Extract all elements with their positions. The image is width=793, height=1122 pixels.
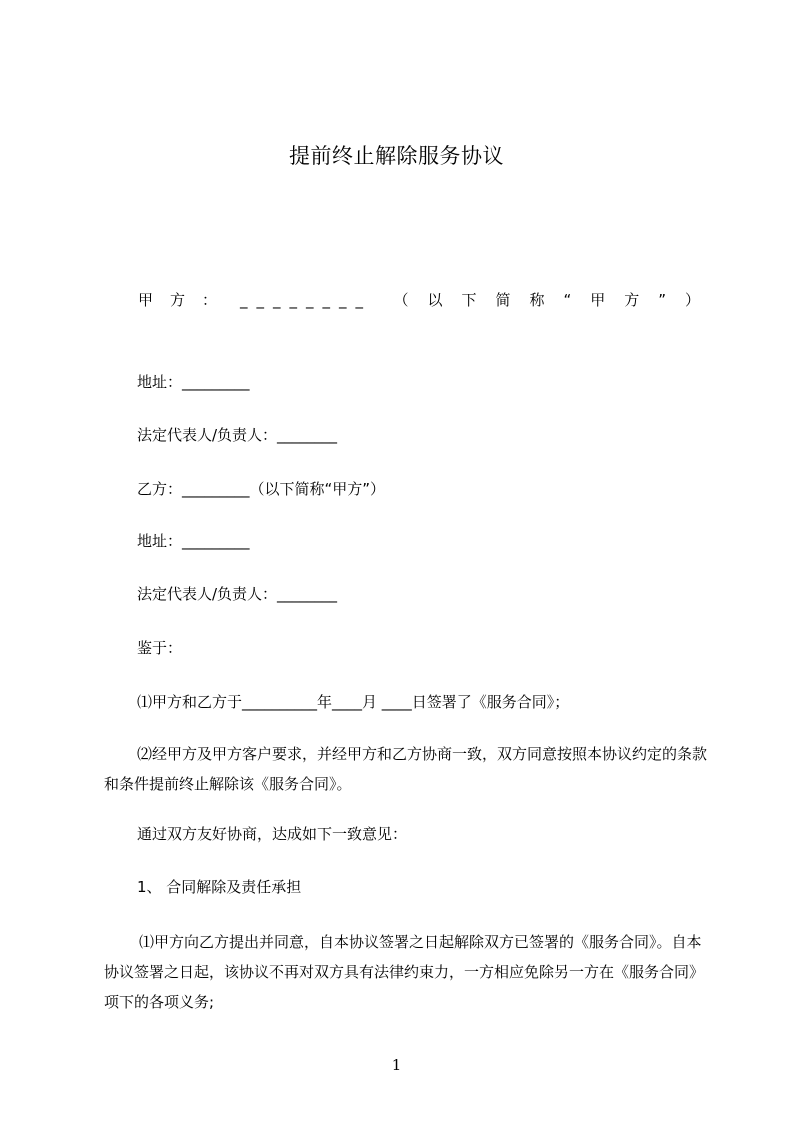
party-a-blank: ________ [240,291,373,309]
whereas-clause-1: ⑴甲方和乙方于__________年____月 ____日签署了《服务合同》； [137,693,570,711]
party-a-label: 甲方： [138,291,235,309]
party-a-address: 地址：_________ [137,373,250,391]
party-b-line: 乙方：_________（以下简称“甲方”） [137,480,386,498]
document-title: 提前终止解除服务协议 [289,144,504,168]
party-a-alias: （以下简称“甲方”） [393,291,719,309]
section-1-item-1: ⑴甲方向乙方提出并同意，自本协议签署之日起解除双方已签署的《服务合同》。自本协议签署之日起，该协议不再对双方具有法律约束力，一方相应免除另一方在《服务合同》项下的各项义务; [104,933,705,1011]
section-1-heading: 1、 合同解除及责任承担 [137,878,302,896]
party-a-line [138,290,719,310]
page-number: 1 [391,1056,402,1074]
consensus-statement: 通过双方友好协商，达成如下一致意见： [137,825,408,843]
whereas-heading: 鉴于： [137,639,183,657]
party-b-address: 地址：_________ [137,532,250,550]
party-b-representative: 法定代表人/负责人：________ [137,585,338,603]
whereas-clause-2: ⑵经甲方及甲方客户要求，并经甲方和乙方协商一致，双方同意按照本协议约定的条款和条件提前终止解除该《服务合同》。 [104,745,708,793]
party-a-representative: 法定代表人/负责人：________ [137,426,338,444]
